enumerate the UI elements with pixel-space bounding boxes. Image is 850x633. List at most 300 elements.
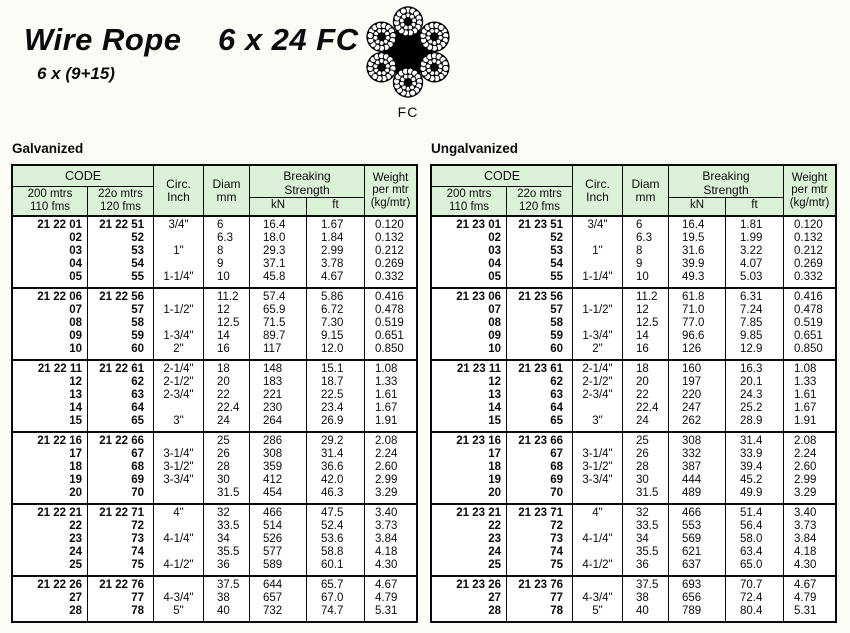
table-cell: 1-1/2" <box>163 304 194 316</box>
table-cell: 31.4 <box>321 448 344 460</box>
table-cell: 18.7 <box>321 376 344 388</box>
table-cell: 2.99 <box>375 474 398 486</box>
table-cell: 46.3 <box>321 487 344 499</box>
table-cell: 6.3 <box>217 232 233 244</box>
table-cell: 27 <box>488 592 501 604</box>
table-cell: 3/4" <box>587 219 608 231</box>
table-column <box>365 361 416 431</box>
table-cell: 12.9 <box>740 343 763 355</box>
table-cell: 02 <box>69 232 82 244</box>
table-cell: 19 <box>488 474 501 486</box>
table-cell: 3.73 <box>794 520 817 532</box>
table-column <box>307 361 365 431</box>
table-cell: 20 <box>69 487 82 499</box>
table-cell: 0.850 <box>794 343 823 355</box>
table-cell: 03 <box>488 245 501 257</box>
table-cell: 1.33 <box>794 376 817 388</box>
table-cell: 1.84 <box>321 232 344 244</box>
table-column <box>154 433 204 503</box>
table-cell: 7.24 <box>740 304 763 316</box>
table-column <box>669 505 726 575</box>
table-column <box>573 505 623 575</box>
table-cell: 21 22 06 <box>37 291 82 303</box>
table-cell: 4.18 <box>375 546 398 558</box>
table-cell: 37.1 <box>263 258 286 270</box>
table-cell: 6 <box>636 219 643 231</box>
table-cell: 09 <box>488 330 501 342</box>
table-cell: 21 22 16 <box>37 435 82 447</box>
table-cell: 25 <box>217 435 230 447</box>
table-column <box>365 505 416 575</box>
table-cell: 60 <box>131 343 144 355</box>
table-cell: 42.0 <box>321 474 344 486</box>
table-cell: 58.8 <box>321 546 344 558</box>
table-cell: 22 <box>217 389 230 401</box>
table-cell: 57.4 <box>263 291 286 303</box>
table-cell: 70.7 <box>740 579 763 591</box>
galvanized-spec-table <box>11 164 418 623</box>
weight-header-line3: (kg/mtr) <box>370 196 411 209</box>
table-cell: 68 <box>131 461 144 473</box>
table-cell: 25 <box>69 559 82 571</box>
table-cell: 4.67 <box>321 271 344 283</box>
table-cell: 3.78 <box>321 258 344 270</box>
table-cell <box>573 520 622 533</box>
table-column <box>726 217 784 287</box>
table-cell: 20.1 <box>740 376 763 388</box>
table-cell: 2" <box>173 343 184 355</box>
table-column <box>784 361 835 431</box>
table-cell: 12 <box>488 376 501 388</box>
table-cell: 58.0 <box>740 533 763 545</box>
table-cell <box>154 291 203 304</box>
table-cell: 22 <box>636 389 649 401</box>
table-cell: 21 23 21 <box>456 507 501 519</box>
table-cell: 21 22 76 <box>99 579 144 591</box>
table-cell: 183 <box>263 376 283 388</box>
table-column <box>726 505 784 575</box>
table-cell: 32 <box>636 507 649 519</box>
table-cell: 49.3 <box>682 271 705 283</box>
table-cell: 444 <box>682 474 702 486</box>
table-cell: 60.1 <box>321 559 344 571</box>
table-cell: 308 <box>263 448 283 460</box>
table-cell: 4" <box>173 507 184 519</box>
table-cell: 387 <box>682 461 702 473</box>
table-cell <box>154 402 203 415</box>
table-cell <box>154 546 203 559</box>
table-cell: 7.30 <box>321 317 344 329</box>
table-header <box>13 166 416 215</box>
table-cell: 71.5 <box>263 317 286 329</box>
table-cell: 29.3 <box>263 245 286 257</box>
table-cell: 71.0 <box>682 304 705 316</box>
diam-header-line2: mm <box>635 189 656 204</box>
code-range-220mtrs-line1: 22o mtrs <box>517 188 562 200</box>
table-cell: 1-3/4" <box>582 330 613 342</box>
table-cell: 21 22 51 <box>99 219 144 231</box>
table-cell: 589 <box>263 559 283 571</box>
table-column <box>432 505 507 575</box>
code-range-200mtrs-line2: 110 fms <box>29 201 71 213</box>
table-block <box>13 431 416 503</box>
table-cell: 18 <box>217 363 230 375</box>
table-cell: 1.91 <box>375 415 398 427</box>
ungalvanized-section <box>430 141 837 623</box>
table-cell: 17 <box>69 448 82 460</box>
table-cell: 1.67 <box>375 402 398 414</box>
table-cell: 2.08 <box>794 435 817 447</box>
table-cell: 466 <box>263 507 283 519</box>
weight-header-line3: (kg/mtr) <box>789 196 830 209</box>
rope-strand <box>393 67 423 97</box>
table-cell: 412 <box>263 474 283 486</box>
table-cell: 4-3/4" <box>163 592 194 604</box>
table-cell: 36 <box>636 559 649 571</box>
table-cell: 22 <box>488 520 501 532</box>
table-cell: 8 <box>636 245 643 257</box>
table-column <box>13 217 88 287</box>
table-cell: 2.60 <box>794 461 817 473</box>
table-cell: 25 <box>636 435 649 447</box>
table-cell: 12 <box>217 304 230 316</box>
table-cell: 0.651 <box>375 330 404 342</box>
table-cell: 4.07 <box>740 258 763 270</box>
table-cell: 60 <box>550 343 563 355</box>
table-cell: 77.0 <box>682 317 705 329</box>
table-cell: 04 <box>488 258 501 270</box>
table-column <box>432 217 507 287</box>
table-block <box>432 359 835 431</box>
table-cell: 78 <box>550 605 563 617</box>
table-cell: 23.4 <box>321 402 344 414</box>
table-cell: 20 <box>488 487 501 499</box>
table-cell: 2-1/4" <box>582 363 613 375</box>
table-cell: 2.60 <box>375 461 398 473</box>
table-column <box>250 577 307 621</box>
table-column <box>573 433 623 503</box>
table-column <box>154 577 204 621</box>
table-column <box>250 289 307 359</box>
table-cell: 52.4 <box>321 520 344 532</box>
table-cell: 11.2 <box>636 291 658 303</box>
table-cell: 1.67 <box>321 219 344 231</box>
table-cell: 526 <box>263 533 283 545</box>
table-cell: 0.519 <box>375 317 404 329</box>
table-cell: 4-1/2" <box>163 559 194 571</box>
column-header-diam <box>204 166 250 215</box>
table-cell: 28 <box>488 605 501 617</box>
table-cell: 1.91 <box>794 415 817 427</box>
table-cell: 4.79 <box>794 592 817 604</box>
table-column <box>88 289 154 359</box>
table-cell: 21 23 01 <box>456 219 501 231</box>
table-cell: 5.86 <box>321 291 344 303</box>
table-cell: 70 <box>550 487 563 499</box>
table-column <box>669 361 726 431</box>
table-cell: 36.6 <box>321 461 344 473</box>
table-cell: 05 <box>488 271 501 283</box>
wire-rope-cross-section <box>356 4 460 120</box>
table-cell: 55 <box>550 271 563 283</box>
table-cell: 1-3/4" <box>163 330 194 342</box>
table-block <box>432 215 835 287</box>
table-cell: 514 <box>263 520 283 532</box>
table-column <box>573 217 623 287</box>
column-header-ft: ft <box>332 199 339 211</box>
table-cell: 58 <box>550 317 563 329</box>
table-cell: 0.332 <box>794 271 823 283</box>
table-block <box>432 503 835 575</box>
table-cell: 4.18 <box>794 546 817 558</box>
table-column <box>507 433 573 503</box>
table-cell: 73 <box>550 533 563 545</box>
table-cell: 0.212 <box>794 245 823 257</box>
table-cell: 197 <box>682 376 702 388</box>
table-cell: 21 22 01 <box>37 219 82 231</box>
table-cell: 61.8 <box>682 291 705 303</box>
code-range-200mtrs-line1: 200 mtrs <box>446 188 492 200</box>
table-cell: 4-3/4" <box>582 592 613 604</box>
column-header-weight <box>784 166 835 215</box>
table-column <box>307 289 365 359</box>
table-cell: 332 <box>682 448 702 460</box>
table-cell: 22.4 <box>217 402 240 414</box>
table-cell: 5.31 <box>794 605 817 617</box>
table-column <box>507 361 573 431</box>
table-cell: 2-3/4" <box>582 389 613 401</box>
column-header-code-group <box>432 166 573 215</box>
table-column <box>307 217 365 287</box>
table-cell: 65 <box>550 415 563 427</box>
galvanized-section <box>11 141 418 623</box>
code-range-220mtrs-line2: 120 fms <box>100 201 141 213</box>
table-cell: 28 <box>69 605 82 617</box>
column-header-code-group <box>13 166 154 215</box>
table-cell <box>573 402 622 415</box>
table-column <box>307 505 365 575</box>
table-column <box>669 217 726 287</box>
table-cell: 4" <box>592 507 603 519</box>
table-cell <box>154 232 203 245</box>
table-cell: 64 <box>550 402 563 414</box>
weight-header-line2: per mtr <box>372 184 409 197</box>
table-cell: 30 <box>217 474 230 486</box>
diam-header-line1: Diam <box>212 176 241 191</box>
breaking-strength-label <box>669 166 783 198</box>
table-column <box>784 289 835 359</box>
table-column <box>13 505 88 575</box>
table-cell: 24 <box>69 546 82 558</box>
table-cell: 4-1/2" <box>582 559 613 571</box>
table-cell: 21 23 76 <box>518 579 563 591</box>
table-cell: 21 22 66 <box>99 435 144 447</box>
table-cell: 16.3 <box>740 363 763 375</box>
column-header-ft: ft <box>751 199 758 211</box>
table-cell: 0.478 <box>375 304 404 316</box>
table-column <box>13 361 88 431</box>
table-cell: 14 <box>636 330 649 342</box>
code-range-200mtrs <box>13 187 88 215</box>
table-cell: 67 <box>550 448 563 460</box>
table-cell: 117 <box>263 343 282 355</box>
table-column <box>204 289 250 359</box>
table-cell: 08 <box>69 317 82 329</box>
table-cell: 3.40 <box>375 507 398 519</box>
breaking-header-line2: Strength <box>703 183 749 197</box>
table-cell: 789 <box>682 605 702 617</box>
table-cell: 5.31 <box>375 605 398 617</box>
table-cell: 264 <box>263 415 283 427</box>
table-cell: 2.99 <box>794 474 817 486</box>
table-cell: 21 22 71 <box>99 507 144 519</box>
table-cell: 05 <box>69 271 82 283</box>
table-cell: 59 <box>550 330 563 342</box>
table-cell: 21 23 11 <box>456 363 501 375</box>
table-cell: 6.72 <box>321 304 344 316</box>
table-cell: 308 <box>682 435 702 447</box>
table-column <box>307 577 365 621</box>
column-header-kn: kN <box>250 198 307 215</box>
table-cell: 23 <box>69 533 82 545</box>
table-cell: 1-1/2" <box>582 304 613 316</box>
rope-core-label: FC <box>397 104 419 120</box>
table-column <box>623 433 669 503</box>
table-block <box>432 287 835 359</box>
table-column <box>573 289 623 359</box>
table-cell: 230 <box>263 402 283 414</box>
table-cell: 03 <box>69 245 82 257</box>
table-cell: 0.332 <box>375 271 404 283</box>
table-column <box>432 577 507 621</box>
table-column <box>623 289 669 359</box>
column-header-circ <box>573 166 623 215</box>
table-cell: 49.9 <box>740 487 763 499</box>
table-column <box>623 577 669 621</box>
breaking-header-line1: Breaking <box>283 169 331 183</box>
table-column <box>669 577 726 621</box>
table-cell: 38 <box>636 592 649 604</box>
table-cell: 0.120 <box>794 219 823 231</box>
table-cell: 18 <box>636 363 649 375</box>
table-cell <box>154 435 203 448</box>
table-cell: 12.0 <box>321 343 344 355</box>
table-column <box>88 433 154 503</box>
code-range-200mtrs <box>432 187 507 215</box>
table-cell: 6.3 <box>636 232 652 244</box>
column-header-kn: kN <box>669 198 726 215</box>
table-cell: 38 <box>217 592 230 604</box>
table-cell: 3.84 <box>375 533 398 545</box>
table-cell: 1" <box>592 245 603 257</box>
table-cell: 07 <box>69 304 82 316</box>
table-cell: 62 <box>131 376 144 388</box>
table-cell: 22 <box>69 520 82 532</box>
diam-header-line2: mm <box>216 189 237 204</box>
table-cell: 53 <box>131 245 144 257</box>
table-cell: 32 <box>217 507 230 519</box>
table-block <box>13 215 416 287</box>
table-column <box>507 217 573 287</box>
table-column <box>365 217 416 287</box>
table-cell <box>573 487 622 500</box>
table-cell: 52 <box>550 232 563 244</box>
table-cell: 2-1/2" <box>582 376 613 388</box>
table-cell: 3/4" <box>168 219 189 231</box>
table-cell: 72 <box>550 520 563 532</box>
table-cell: 26 <box>636 448 649 460</box>
table-cell: 21 23 16 <box>456 435 501 447</box>
column-header-code: CODE <box>432 166 572 187</box>
table-cell: 24 <box>217 415 230 427</box>
table-cell: 40 <box>217 605 230 617</box>
table-block <box>13 359 416 431</box>
table-block <box>13 575 416 621</box>
table-cell: 2-3/4" <box>163 389 194 401</box>
table-cell: 221 <box>263 389 283 401</box>
table-cell <box>573 317 622 330</box>
table-cell: 26 <box>217 448 230 460</box>
table-cell: 4.67 <box>794 579 817 591</box>
table-cell: 31.4 <box>740 435 763 447</box>
table-cell: 33.9 <box>740 448 763 460</box>
table-cell: 69 <box>131 474 144 486</box>
table-cell: 12.5 <box>636 317 659 329</box>
table-cell: 02 <box>488 232 501 244</box>
table-cell <box>154 258 203 271</box>
table-cell: 21 22 21 <box>37 507 82 519</box>
table-cell: 33.5 <box>636 520 659 532</box>
table-cell: 20 <box>636 376 649 388</box>
table-cell: 28 <box>636 461 649 473</box>
table-cell: 21 23 26 <box>456 579 501 591</box>
table-cell: 126 <box>682 343 702 355</box>
table-cell: 16.4 <box>263 219 286 231</box>
table-cell: 3-3/4" <box>582 474 613 486</box>
table-cell: 63 <box>550 389 563 401</box>
table-column <box>204 505 250 575</box>
table-cell: 7.85 <box>740 317 763 329</box>
table-cell: 16 <box>636 343 649 355</box>
breaking-strength-label <box>250 166 364 198</box>
table-column <box>154 505 204 575</box>
code-range-220mtrs <box>88 187 153 215</box>
column-header-breaking-strength <box>250 166 365 215</box>
table-cell: 9 <box>636 258 643 270</box>
table-cell: 2" <box>592 343 603 355</box>
table-cell: 70 <box>131 487 144 499</box>
table-column <box>204 217 250 287</box>
table-column <box>154 289 204 359</box>
table-block <box>13 287 416 359</box>
table-cell: 569 <box>682 533 702 545</box>
table-cell: 69 <box>550 474 563 486</box>
table-cell: 1.67 <box>794 402 817 414</box>
table-cell: 40 <box>636 605 649 617</box>
table-cell: 23 <box>488 533 501 545</box>
weight-header-line1: Weight <box>791 171 828 184</box>
ungalvanized-table-body <box>432 215 835 621</box>
table-cell: 637 <box>682 559 702 571</box>
table-cell: 1.81 <box>740 219 763 231</box>
table-cell <box>573 546 622 559</box>
table-cell: 1-1/4" <box>163 271 194 283</box>
table-cell: 74 <box>131 546 144 558</box>
table-cell: 0.269 <box>794 258 823 270</box>
table-cell: 17 <box>488 448 501 460</box>
table-cell: 78 <box>131 605 144 617</box>
table-column <box>726 433 784 503</box>
